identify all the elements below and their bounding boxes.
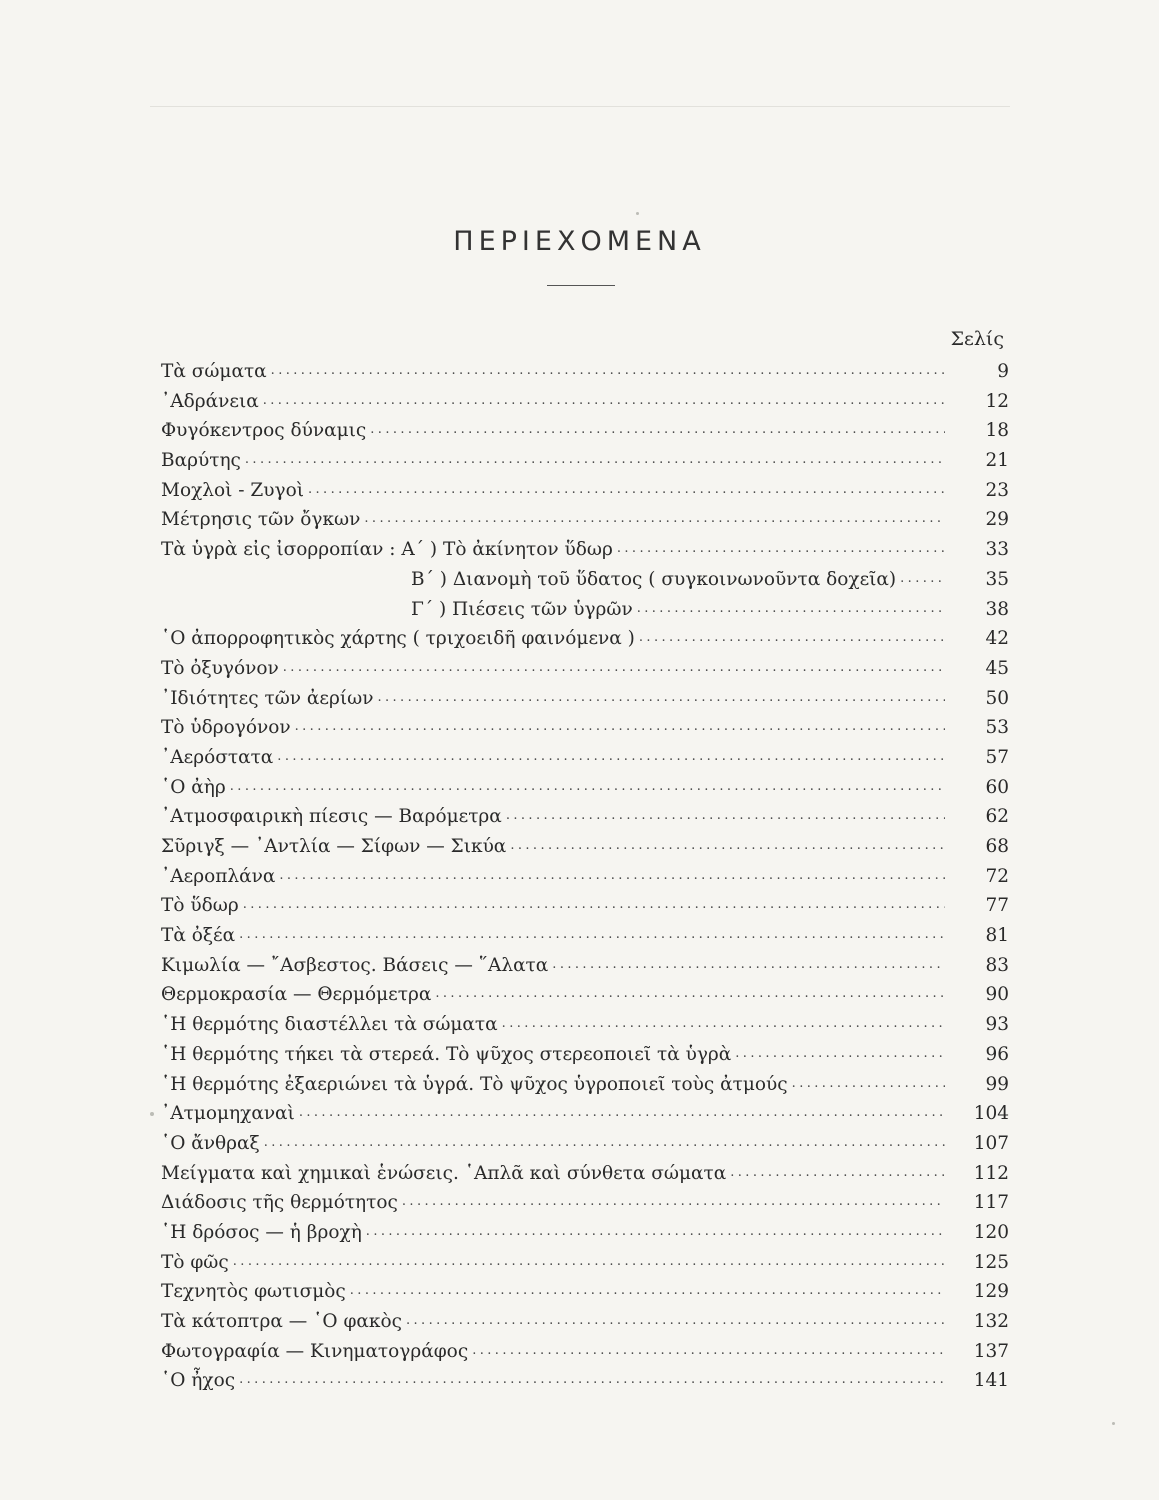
toc-entry-title-with-leader bbox=[161, 357, 945, 387]
toc-entry-title: Τὸ ὑδρογόνον bbox=[161, 717, 291, 739]
toc-entry-title-with-leader bbox=[161, 1099, 945, 1129]
toc-entry-title-with-leader bbox=[161, 624, 945, 654]
toc-entry-title: Τὰ ὀξέα bbox=[161, 925, 236, 947]
toc-entry-title: Γ΄ ) Πιέσεις τῶν ὑγρῶν bbox=[411, 598, 633, 620]
toc-entry-page-number: 96 bbox=[985, 1043, 1009, 1065]
toc-entry-title-with-leader bbox=[161, 802, 945, 832]
toc-entry bbox=[161, 1040, 1009, 1070]
toc-entry-title-with-leader bbox=[161, 1159, 945, 1189]
toc-entry bbox=[161, 535, 1009, 565]
toc-entry-title-with-leader bbox=[161, 1366, 945, 1396]
toc-entry-title: Φυγόκεντρος δύναμις bbox=[161, 420, 367, 442]
toc-entry-title-with-leader bbox=[161, 832, 945, 862]
toc-entry-title: ᾿Ιδιότητες τῶν ἀερίων bbox=[161, 687, 374, 709]
toc-entry-page-number: 83 bbox=[985, 954, 1009, 976]
dot-leader bbox=[639, 623, 945, 653]
toc-entry bbox=[161, 416, 1009, 446]
toc-entry-title-with-leader bbox=[161, 654, 945, 684]
toc-entry-page-number: 38 bbox=[985, 598, 1009, 620]
toc-entry-title: Θερμοκρασία — Θερμόμετρα bbox=[161, 984, 432, 1006]
dot-leader bbox=[472, 1336, 945, 1366]
toc-entry-title: ῾Η θερμότης διαστέλλει τὰ σώματα bbox=[161, 1014, 498, 1036]
toc-entry bbox=[161, 802, 1009, 832]
toc-entry-page-number: 53 bbox=[985, 717, 1009, 739]
dot-leader bbox=[295, 712, 945, 742]
toc-entry-title: ᾿Ατμοσφαιρικὴ πίεσις — Βαρόμετρα bbox=[161, 806, 502, 828]
toc-entry bbox=[161, 1307, 1009, 1337]
dot-leader bbox=[730, 1158, 945, 1188]
toc-entry bbox=[161, 505, 1009, 535]
toc-entry bbox=[161, 684, 1009, 714]
dot-leader bbox=[502, 1009, 945, 1039]
toc-entry-page-number: 90 bbox=[985, 984, 1009, 1006]
paper-speck bbox=[1112, 1422, 1115, 1425]
dot-leader bbox=[735, 1039, 945, 1069]
toc-entry-title: ῾Ο ἀπορροφητικὸς χάρτης ( τριχοειδῆ φαινόμενα ) bbox=[161, 628, 635, 650]
toc-entry-page-number: 141 bbox=[973, 1370, 1009, 1392]
dot-leader bbox=[245, 445, 945, 475]
dot-leader bbox=[299, 1098, 945, 1128]
toc-entry-page-number: 68 bbox=[985, 836, 1009, 857]
dot-leader bbox=[243, 890, 945, 920]
toc-entry-title-with-leader bbox=[161, 1248, 945, 1278]
toc-entry-page-number: 72 bbox=[985, 865, 1009, 887]
dot-leader bbox=[637, 594, 945, 624]
toc-entry-page-number: 117 bbox=[973, 1192, 1009, 1214]
toc-entry bbox=[161, 921, 1009, 951]
toc-entry-title: Μοχλοὶ - Ζυγοὶ bbox=[161, 479, 304, 501]
toc-entry-page-number: 18 bbox=[985, 420, 1009, 442]
dot-leader bbox=[279, 861, 945, 891]
toc-entry-title-with-leader bbox=[161, 1070, 945, 1100]
dot-leader bbox=[239, 1365, 945, 1395]
toc-entry-title: ᾿Ατμομηχαναὶ bbox=[161, 1103, 295, 1125]
toc-entry-title: ᾿Αδράνεια bbox=[161, 390, 259, 412]
toc-entry-title: Τὰ σώματα bbox=[161, 361, 267, 382]
toc-entry bbox=[161, 773, 1009, 803]
toc-entry-page-number: 42 bbox=[985, 628, 1009, 650]
toc-entry-page-number: 132 bbox=[973, 1311, 1009, 1332]
toc-entry-title: Τὰ ὑγρὰ εἰς ἰσορροπίαν : Α΄ ) Τὸ ἀκίνητον ὕδωρ bbox=[161, 539, 613, 561]
dot-leader bbox=[277, 742, 945, 772]
title-underline bbox=[547, 285, 615, 286]
dot-leader bbox=[377, 683, 945, 713]
dot-leader bbox=[792, 1069, 945, 1099]
toc-entry bbox=[161, 1218, 1009, 1248]
toc-entry bbox=[161, 1099, 1009, 1129]
table-of-contents bbox=[161, 357, 1009, 1396]
toc-entry-page-number: 93 bbox=[985, 1014, 1009, 1036]
toc-entry-title: ῾Η θερμότης ἐξαεριώνει τὰ ὑγρά. Τὸ ψῦχος ὑγροποιεῖ τοὺς ἀτμούς bbox=[161, 1073, 788, 1095]
toc-entry-title-with-leader bbox=[161, 891, 945, 921]
toc-entry bbox=[161, 387, 1009, 417]
toc-entry-title-with-leader bbox=[161, 416, 945, 446]
toc-entry bbox=[161, 1337, 1009, 1367]
toc-entry-title: Σῦριγξ — ᾿Αντλία — Σίφων — Σικύα bbox=[161, 836, 507, 857]
toc-entry-page-number: 33 bbox=[985, 539, 1009, 561]
toc-entry-title: Τὰ κάτοπτρα — ῾Ο φακὸς bbox=[161, 1311, 402, 1332]
toc-entry-page-number: 29 bbox=[985, 509, 1009, 531]
dot-leader bbox=[308, 475, 945, 505]
toc-entry-title-with-leader bbox=[161, 743, 945, 773]
toc-entry-title: ῾Ο ἦχος bbox=[161, 1370, 236, 1392]
toc-entry-title-with-leader bbox=[411, 565, 945, 595]
toc-entry-title: Διάδοσις τῆς θερμότητος bbox=[161, 1192, 398, 1214]
toc-entry-title-with-leader bbox=[161, 446, 945, 476]
toc-entry-title-with-leader bbox=[161, 1010, 945, 1040]
toc-entry-title: ῾Ο ἀὴρ bbox=[161, 776, 226, 798]
toc-entry bbox=[161, 891, 1009, 921]
dot-leader bbox=[230, 772, 945, 802]
toc-entry-title-with-leader bbox=[161, 1307, 945, 1337]
toc-entry-title: Τὸ ὀξυγόνον bbox=[161, 657, 279, 679]
toc-entry-page-number: 35 bbox=[985, 568, 1009, 590]
dot-leader bbox=[402, 1187, 945, 1217]
toc-entry-title-with-leader bbox=[161, 684, 945, 714]
reverse-side-bleed-through bbox=[160, 150, 1020, 176]
dot-leader bbox=[370, 415, 945, 445]
toc-entry-title-with-leader bbox=[161, 1337, 945, 1367]
toc-entry-title: ᾿Αερόστατα bbox=[161, 746, 274, 768]
dot-leader bbox=[364, 504, 945, 534]
toc-entry bbox=[161, 654, 1009, 684]
dot-leader bbox=[271, 356, 945, 386]
toc-entry bbox=[161, 951, 1009, 981]
toc-entry-title: ᾿Αεροπλάνα bbox=[161, 865, 276, 887]
toc-entry-title: Τὸ φῶς bbox=[161, 1251, 229, 1273]
toc-entry-page-number: 107 bbox=[973, 1132, 1009, 1154]
toc-entry-title-with-leader bbox=[161, 773, 945, 803]
dot-leader bbox=[239, 920, 945, 950]
dot-leader bbox=[233, 1247, 945, 1277]
toc-entry-title: ῾Ο ἄνθραξ bbox=[161, 1132, 260, 1154]
toc-entry bbox=[161, 476, 1009, 506]
toc-entry-page-number: 129 bbox=[973, 1281, 1009, 1303]
toc-entry-title: Βαρύτης bbox=[161, 450, 241, 472]
toc-entry-title: Μέτρησις τῶν ὄγκων bbox=[161, 509, 361, 531]
toc-entry-title-with-leader bbox=[161, 713, 945, 743]
toc-entry-page-number: 112 bbox=[973, 1162, 1009, 1184]
dot-leader bbox=[366, 1217, 945, 1247]
toc-entry-title-with-leader bbox=[161, 1040, 945, 1070]
dot-leader bbox=[552, 950, 945, 980]
toc-entry bbox=[161, 595, 1009, 625]
toc-entry bbox=[161, 1010, 1009, 1040]
toc-entry-title: Τὸ ὕδωρ bbox=[161, 895, 239, 917]
dot-leader bbox=[617, 534, 945, 564]
toc-entry-page-number: 9 bbox=[997, 361, 1009, 382]
toc-entry bbox=[161, 624, 1009, 654]
toc-entry-title-with-leader bbox=[161, 535, 945, 565]
dot-leader bbox=[283, 653, 945, 683]
toc-entry bbox=[161, 1188, 1009, 1218]
toc-entry bbox=[161, 565, 1009, 595]
toc-entry-page-number: 50 bbox=[985, 687, 1009, 709]
toc-entry bbox=[161, 1129, 1009, 1159]
toc-entry-page-number: 21 bbox=[985, 450, 1009, 472]
dot-leader bbox=[506, 801, 945, 831]
toc-entry bbox=[161, 1248, 1009, 1278]
toc-entry-page-number: 23 bbox=[985, 479, 1009, 501]
dot-leader bbox=[264, 1128, 945, 1158]
paper-speck bbox=[636, 212, 639, 215]
toc-entry-title: Μείγματα καὶ χημικαὶ ἑνώσεις. ῾Απλᾶ καὶ σύνθετα σώματα bbox=[161, 1162, 727, 1184]
toc-entry-title: Φωτογραφία — Κινηματογράφος bbox=[161, 1340, 469, 1362]
toc-entry bbox=[161, 862, 1009, 892]
toc-entry bbox=[161, 357, 1009, 387]
dot-leader bbox=[435, 979, 945, 1009]
toc-entry-title: ῾Η δρόσος — ἡ βροχὴ bbox=[161, 1221, 362, 1243]
toc-entry-title: ῾Η θερμότης τήκει τὰ στερεά. Τὸ ψῦχος στερεοποιεῖ τὰ ὑγρὰ bbox=[161, 1043, 732, 1065]
toc-entry-page-number: 81 bbox=[985, 925, 1009, 947]
paper-speck bbox=[150, 1112, 154, 1116]
toc-entry-title-with-leader bbox=[161, 1277, 945, 1307]
reverse-side-bleed-through bbox=[150, 72, 1010, 107]
dot-leader bbox=[900, 564, 945, 594]
toc-entry bbox=[161, 446, 1009, 476]
toc-entry-page-number: 104 bbox=[973, 1103, 1009, 1125]
toc-entry-title-with-leader bbox=[161, 387, 945, 417]
toc-entry-title: Τεχνητὸς φωτισμὸς bbox=[161, 1281, 346, 1303]
toc-entry bbox=[161, 980, 1009, 1010]
dot-leader bbox=[263, 386, 945, 416]
toc-entry-page-number: 12 bbox=[985, 390, 1009, 412]
toc-entry-page-number: 99 bbox=[985, 1073, 1009, 1095]
toc-entry bbox=[161, 1159, 1009, 1189]
toc-entry bbox=[161, 743, 1009, 773]
toc-entry-page-number: 125 bbox=[973, 1251, 1009, 1273]
toc-entry-title-with-leader bbox=[161, 862, 945, 892]
toc-entry-page-number: 77 bbox=[985, 895, 1009, 917]
page-title: ΠΕΡΙΕΧΟΜΕΝΑ bbox=[453, 226, 706, 257]
toc-entry-title-with-leader bbox=[161, 921, 945, 951]
toc-entry bbox=[161, 1366, 1009, 1396]
dot-leader bbox=[510, 831, 945, 861]
toc-entry-title-with-leader bbox=[161, 1129, 945, 1159]
toc-entry-title-with-leader bbox=[161, 505, 945, 535]
toc-entry-page-number: 120 bbox=[973, 1221, 1009, 1243]
toc-entry-page-number: 60 bbox=[985, 776, 1009, 798]
toc-entry-title-with-leader bbox=[161, 1188, 945, 1218]
page-column-header: Σελίς bbox=[950, 328, 1004, 350]
dot-leader bbox=[406, 1306, 945, 1336]
dot-leader bbox=[350, 1276, 945, 1306]
toc-entry-page-number: 57 bbox=[985, 746, 1009, 768]
toc-entry bbox=[161, 1070, 1009, 1100]
toc-entry-title-with-leader bbox=[161, 951, 945, 981]
toc-entry-title-with-leader bbox=[161, 980, 945, 1010]
toc-entry-page-number: 45 bbox=[985, 657, 1009, 679]
toc-entry-title-with-leader bbox=[411, 595, 945, 625]
toc-entry-page-number: 137 bbox=[973, 1340, 1009, 1362]
toc-entry bbox=[161, 832, 1009, 862]
toc-entry-title-with-leader bbox=[161, 476, 945, 506]
toc-entry-title-with-leader bbox=[161, 1218, 945, 1248]
toc-entry bbox=[161, 713, 1009, 743]
toc-entry-title: Β΄ ) Διανομὴ τοῦ ὕδατος ( συγκοινωνοῦντα δοχεῖα) bbox=[411, 568, 897, 590]
toc-entry-page-number: 62 bbox=[985, 806, 1009, 828]
toc-entry-title: Κιμωλία — ῎Ασβεστος. Βάσεις — ῞Αλατα bbox=[161, 954, 549, 976]
toc-entry bbox=[161, 1277, 1009, 1307]
